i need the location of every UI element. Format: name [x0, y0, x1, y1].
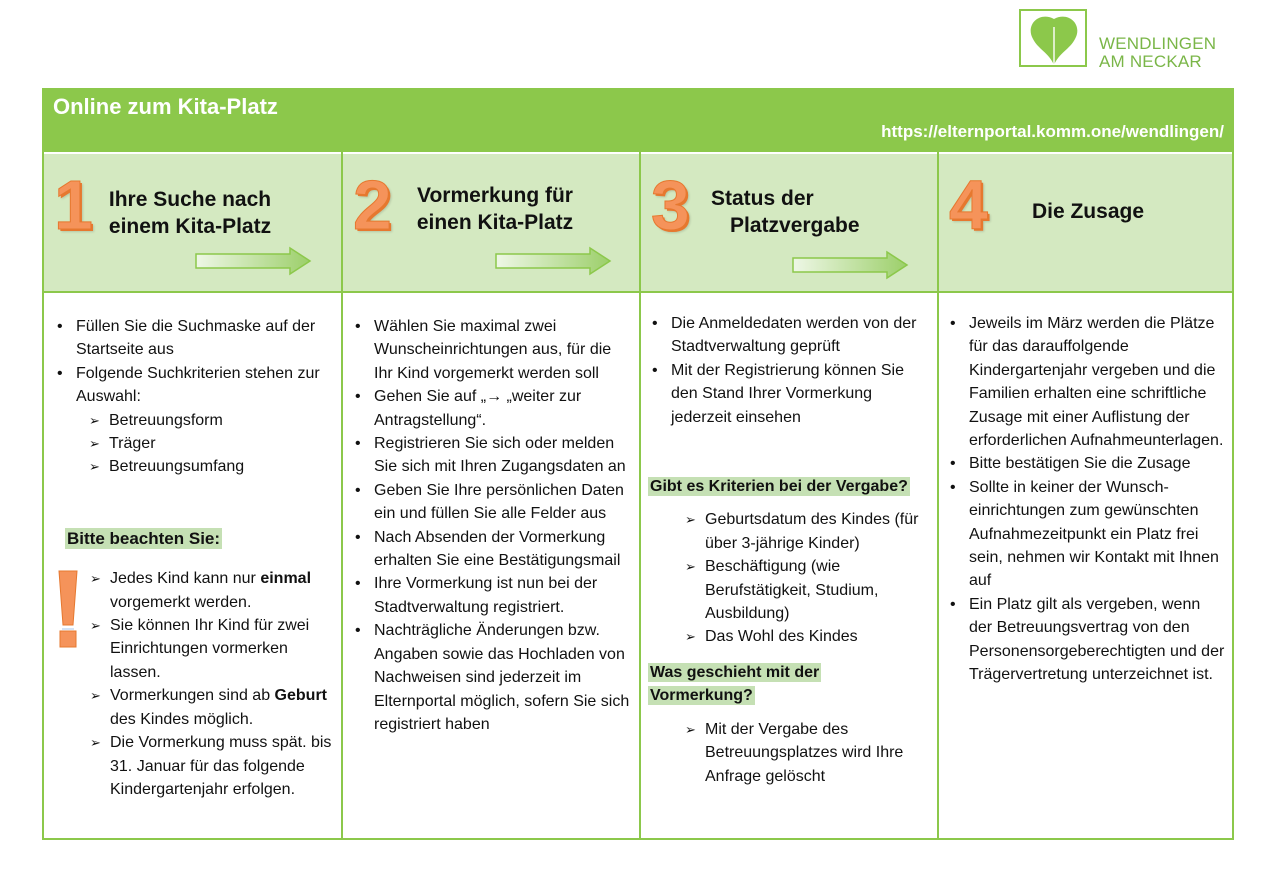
- list-item: • Geben Sie Ihre persönlichen Daten ein und füllen Sie alle Felder aus: [351, 479, 633, 526]
- list-item: • Sollte in keiner der Wunsch-einrichtungen zum gewünschten Aufnahmezeitpunkt ein Platz frei sein, nehmen wir Kontakt mit Ihnen auf: [946, 476, 1226, 593]
- search-steps-list: [53, 315, 335, 409]
- list-item: ➢ Das Wohl des Kindes: [705, 625, 932, 648]
- list-item: • Registrieren Sie sich oder melden Sie sich mit Ihren Zugangsdaten an: [351, 432, 633, 479]
- logo-line1: WENDLINGEN: [1099, 34, 1217, 53]
- step-header-3: [641, 152, 937, 291]
- note-text: Jedes Kind kann nur: [110, 570, 261, 588]
- list-item: ➢ Betreuungsumfang: [109, 455, 335, 478]
- registration-steps-list: [351, 315, 633, 736]
- portal-url[interactable]: https://elternportal.komm.one/wendlingen/: [881, 122, 1224, 141]
- list-item: • Gehen Sie auf „→ „weiter zur Antragstellung“.: [351, 385, 633, 432]
- column-search: [53, 315, 335, 801]
- step-title-line: Status der: [711, 187, 814, 210]
- step-title: [409, 182, 581, 236]
- step-header-4: [939, 152, 1232, 291]
- status-list: [648, 312, 932, 429]
- step-title-line: Platzvergabe: [730, 214, 860, 237]
- list-item: ➢ Sie können Ihr Kind für zwei Einrichtungen vormerken lassen.: [110, 614, 335, 684]
- note-text: vorgemerkt werden.: [110, 593, 252, 611]
- step-header-2: [343, 152, 639, 291]
- logo-box: [1019, 9, 1087, 67]
- list-item: [110, 567, 335, 614]
- info-table: [42, 88, 1234, 840]
- note-text: des Kindes möglich.: [110, 710, 254, 728]
- list-item: • Nach Absenden der Vormerkung erhalten Sie eine Bestätigungsmail: [351, 526, 633, 573]
- note-text: Vormerkungen sind ab: [110, 687, 275, 705]
- criteria-heading: Gibt es Kriterien bei der Vergabe?: [650, 478, 908, 496]
- after-heading: Vormerkung?: [650, 687, 753, 705]
- allocation-criteria-list: [705, 508, 932, 648]
- arrow-right-icon: [494, 246, 612, 276]
- notice-heading: Bitte beachten Sie:: [67, 528, 221, 548]
- notice-list: [110, 567, 335, 801]
- step-number: 4: [949, 166, 988, 244]
- step-title-line: einen Kita-Platz: [416, 211, 574, 234]
- title-bar: [44, 90, 1232, 152]
- step-number: 1: [54, 166, 93, 244]
- column-divider: [937, 152, 939, 840]
- step-title-line: einem Kita-Platz: [108, 215, 272, 238]
- list-item: ➢ Träger: [109, 432, 335, 455]
- step-header-1: [44, 152, 341, 291]
- list-item: • Die Anmeldedaten werden von der Stadtverwaltung geprüft: [648, 312, 932, 359]
- step-title: [1023, 198, 1153, 225]
- list-item: ➢ Beschäftigung (wie Berufstätigkeit, Studium, Ausbildung): [705, 555, 932, 625]
- list-item: • Ihre Vormerkung ist nun bei der Stadtverwaltung registriert.: [351, 572, 633, 619]
- after-list: [705, 718, 932, 788]
- list-item: • Nachträgliche Änderungen bzw. Angaben sowie das Hochladen von Nachweisen sind jederzeit im Elternportal möglich, sofern Sie sich registriert haben: [351, 619, 633, 736]
- list-item: • Ein Platz gilt als vergeben, wenn der Betreuungsvertrag von den Personensorgeberechtigten und der Trägervertretung unterzeichnet ist.: [946, 593, 1226, 687]
- list-item: ➢ Betreuungsform: [109, 409, 335, 432]
- linden-leaf-icon: [1027, 13, 1081, 67]
- step-number: 3: [651, 166, 690, 244]
- step-title-line: Vormerkung für: [417, 184, 573, 207]
- header-divider: [44, 291, 1232, 293]
- logo-line2: AM NECKAR: [1099, 52, 1202, 71]
- column-divider: [341, 152, 343, 840]
- column-acceptance: [946, 312, 1226, 687]
- list-item: ➢ Die Vormerkung muss spät. bis 31. Januar für das folgende Kindergartenjahr erfolgen.: [110, 731, 335, 801]
- note-emphasis: einmal: [260, 570, 312, 588]
- note-emphasis: Geburt: [274, 687, 327, 705]
- list-item: • Jeweils im März werden die Plätze für das darauffolgende Kindergartenjahr vergeben und die Familien erhalten eine schriftliche Zusage mit einer Auflistung der erforderlichen Aufnahmeunterlagen.: [946, 312, 1226, 452]
- page-title: Online zum Kita-Platz: [53, 94, 278, 119]
- step-title-line: Ihre Suche nach: [108, 188, 272, 211]
- step-title: [697, 185, 869, 239]
- column-divider: [639, 152, 641, 840]
- list-item: [110, 684, 335, 731]
- list-item: • Wählen Sie maximal zwei Wunscheinrichtungen aus, für die Ihr Kind vorgemerkt werden soll: [351, 315, 633, 385]
- exclamation-icon: [55, 569, 81, 651]
- city-logo: [1019, 9, 1229, 71]
- step-number: 2: [353, 166, 392, 244]
- column-registration: [351, 315, 633, 736]
- column-status: [648, 312, 932, 788]
- logo-text: [1099, 35, 1216, 71]
- list-item: • Mit der Registrierung können Sie den Stand Ihrer Vormerkung jederzeit einsehen: [648, 359, 932, 429]
- step-title-line: Die Zusage: [1031, 200, 1145, 223]
- after-heading: Was geschieht mit der: [650, 663, 820, 681]
- step-title: [104, 186, 276, 240]
- arrow-right-icon: [194, 246, 312, 276]
- list-item: • Bitte bestätigen Sie die Zusage: [946, 452, 1226, 475]
- list-item: • Folgende Suchkriterien stehen zur Auswahl:: [53, 362, 335, 409]
- list-item: ➢ Geburtsdatum des Kindes (für über 3-jährige Kinder): [705, 508, 932, 555]
- criteria-list: [109, 409, 335, 479]
- acceptance-list: [946, 312, 1226, 687]
- list-item: • Füllen Sie die Suchmaske auf der Startseite aus: [53, 315, 335, 362]
- arrow-right-icon: [791, 250, 909, 280]
- list-item: ➢ Mit der Vergabe des Betreuungsplatzes wird Ihre Anfrage gelöscht: [705, 718, 932, 788]
